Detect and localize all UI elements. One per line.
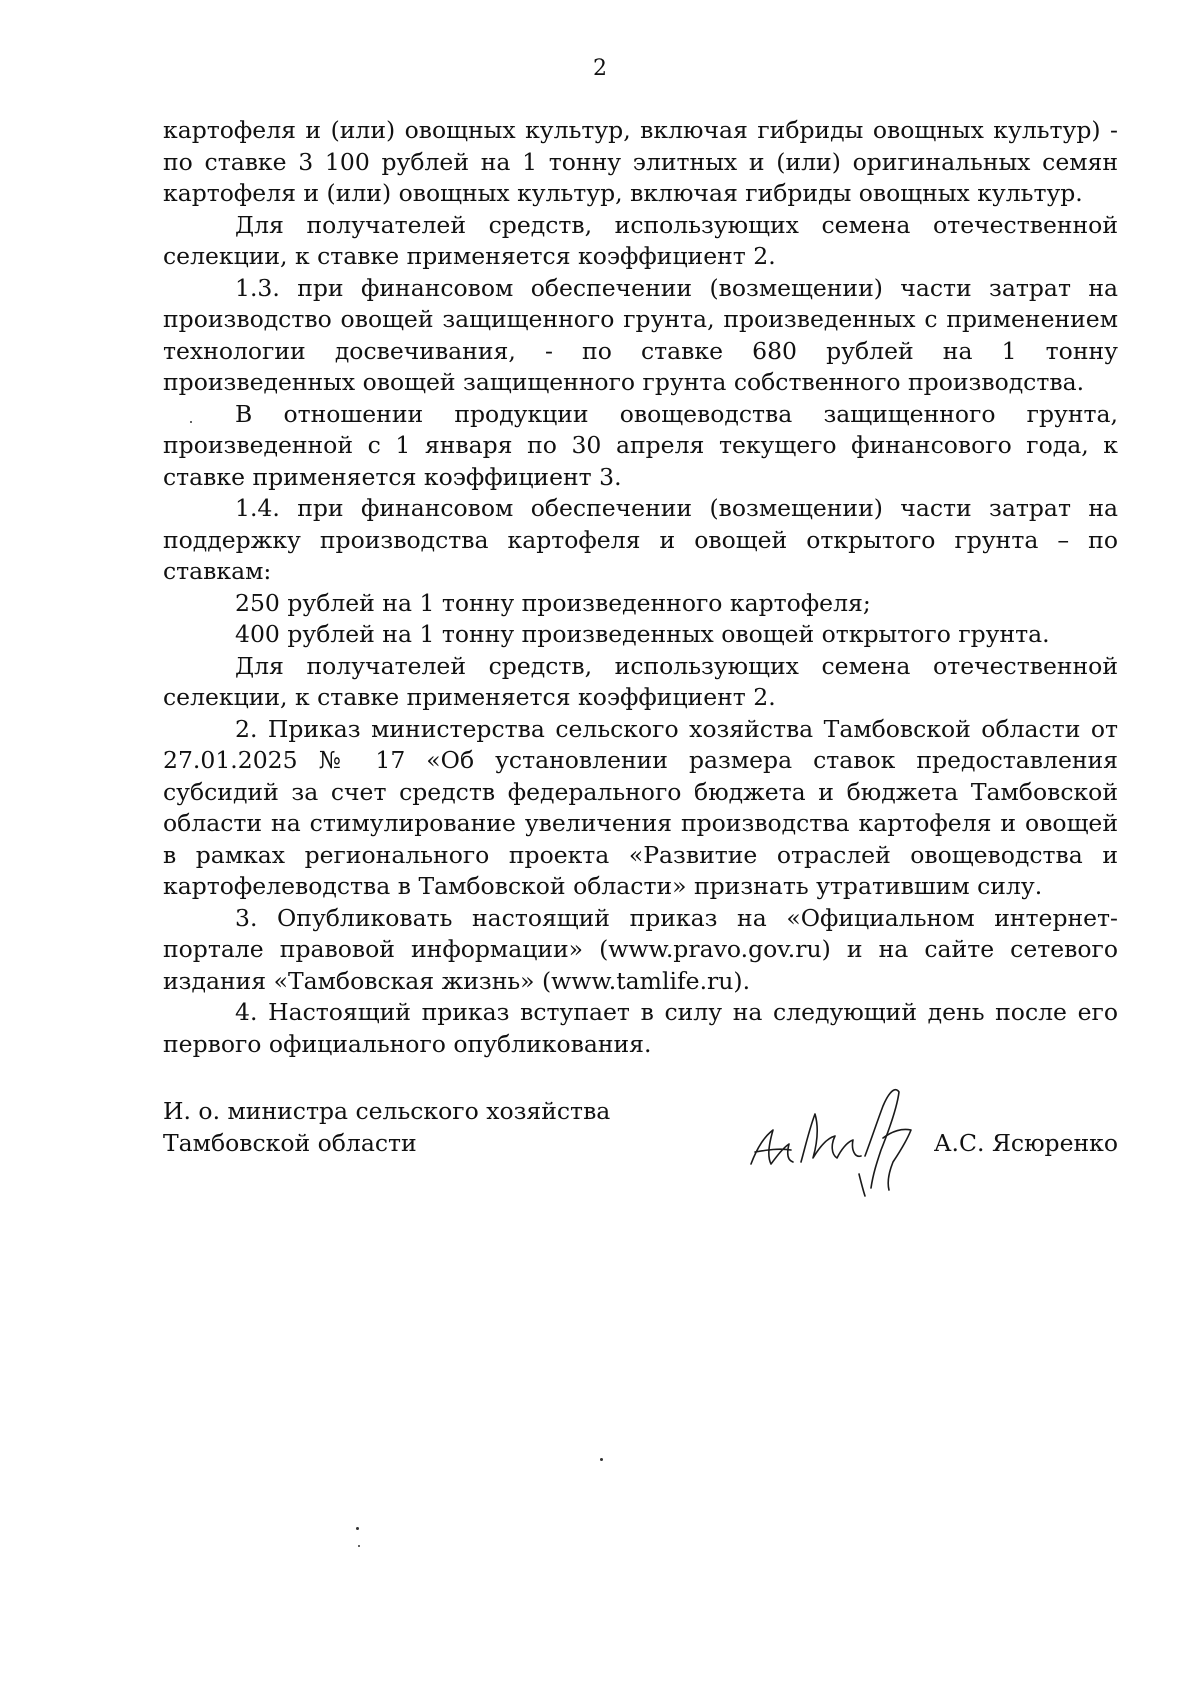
signature-block [163, 1096, 1118, 1216]
signer-name: А.С. Ясюренко [933, 1129, 1118, 1157]
paragraph-item-3: 3. Опубликовать настоящий приказ на «Официальном интернет-портале правовой информации» (www.pravo.gov.ru) и на сайте сетевого издания «Тамбовская жизнь» (www.tamlife.ru). [163, 903, 1118, 995]
paragraph-item-4: 4. Настоящий приказ вступает в силу на следующий день после его первого официального опубликования. [163, 998, 1118, 1058]
document-body [163, 115, 1118, 1060]
signer-title [163, 1096, 663, 1159]
paragraph-coefficient-protected: В отношении продукции овощеводства защищенного грунта, произведенной с 1 января по 30 апреля текущего финансового года, к ставке применяется коэффициент 3. [163, 399, 1118, 491]
paragraph-coefficient-seeds: Для получателей средств, использующих семена отечественной селекции, к ставке применяется коэффициент 2. [163, 210, 1118, 270]
paragraph-rate-potatoes: 250 рублей на 1 тонну произведенного картофеля; [235, 588, 871, 617]
scan-speck [600, 1458, 603, 1461]
scan-speck [356, 1527, 359, 1530]
signer-title-line-2: Тамбовской области [163, 1128, 417, 1157]
scan-speck [358, 1545, 360, 1547]
handwritten-signature [743, 1078, 943, 1218]
paragraph-item-1-3: 1.3. при финансовом обеспечении (возмещении) части затрат на производство овощей защищенного грунта, произведенных с применением технологии досвечивания, - по ставке 680 рублей на 1 тонну произведенных овощей защищенного грунта собственного производства. [163, 273, 1118, 396]
paragraph-continuation: картофеля и (или) овощных культур, включая гибриды овощных культур) - по ставке 3 100 рублей на 1 тонну элитных и (или) оригинальных семян картофеля и (или) овощных культур, включая гибриды овощных культур. [163, 116, 1118, 207]
page-number: 2 [593, 56, 607, 81]
scan-speck [190, 421, 192, 423]
paragraph-coefficient-seeds-2: Для получателей средств, использующих семена отечественной селекции, к ставке применяется коэффициент 2. [163, 651, 1118, 711]
paragraph-rate-vegetables: 400 рублей на 1 тонну произведенных овощей открытого грунта. [235, 620, 1050, 648]
signer-title-line-1: И. о. министра сельского хозяйства [163, 1097, 611, 1125]
paragraph-item-1-4: 1.4. при финансовом обеспечении (возмещении) части затрат на поддержку производства картофеля и овощей открытого грунта – по ставкам: [163, 494, 1118, 585]
paragraph-item-2: 2. Приказ министерства сельского хозяйства Тамбовской области от 27.01.2025 № 17 «Об установлении размера ставок предоставления субсидий за счет средств федерального бюджета и бюджета Тамбовской области на стимулирование увеличения производства картофеля и овощей в рамках регионального проекта «Развитие отраслей овощеводства и картофелеводства в Тамбовской области» признать утратившим силу. [163, 714, 1118, 900]
